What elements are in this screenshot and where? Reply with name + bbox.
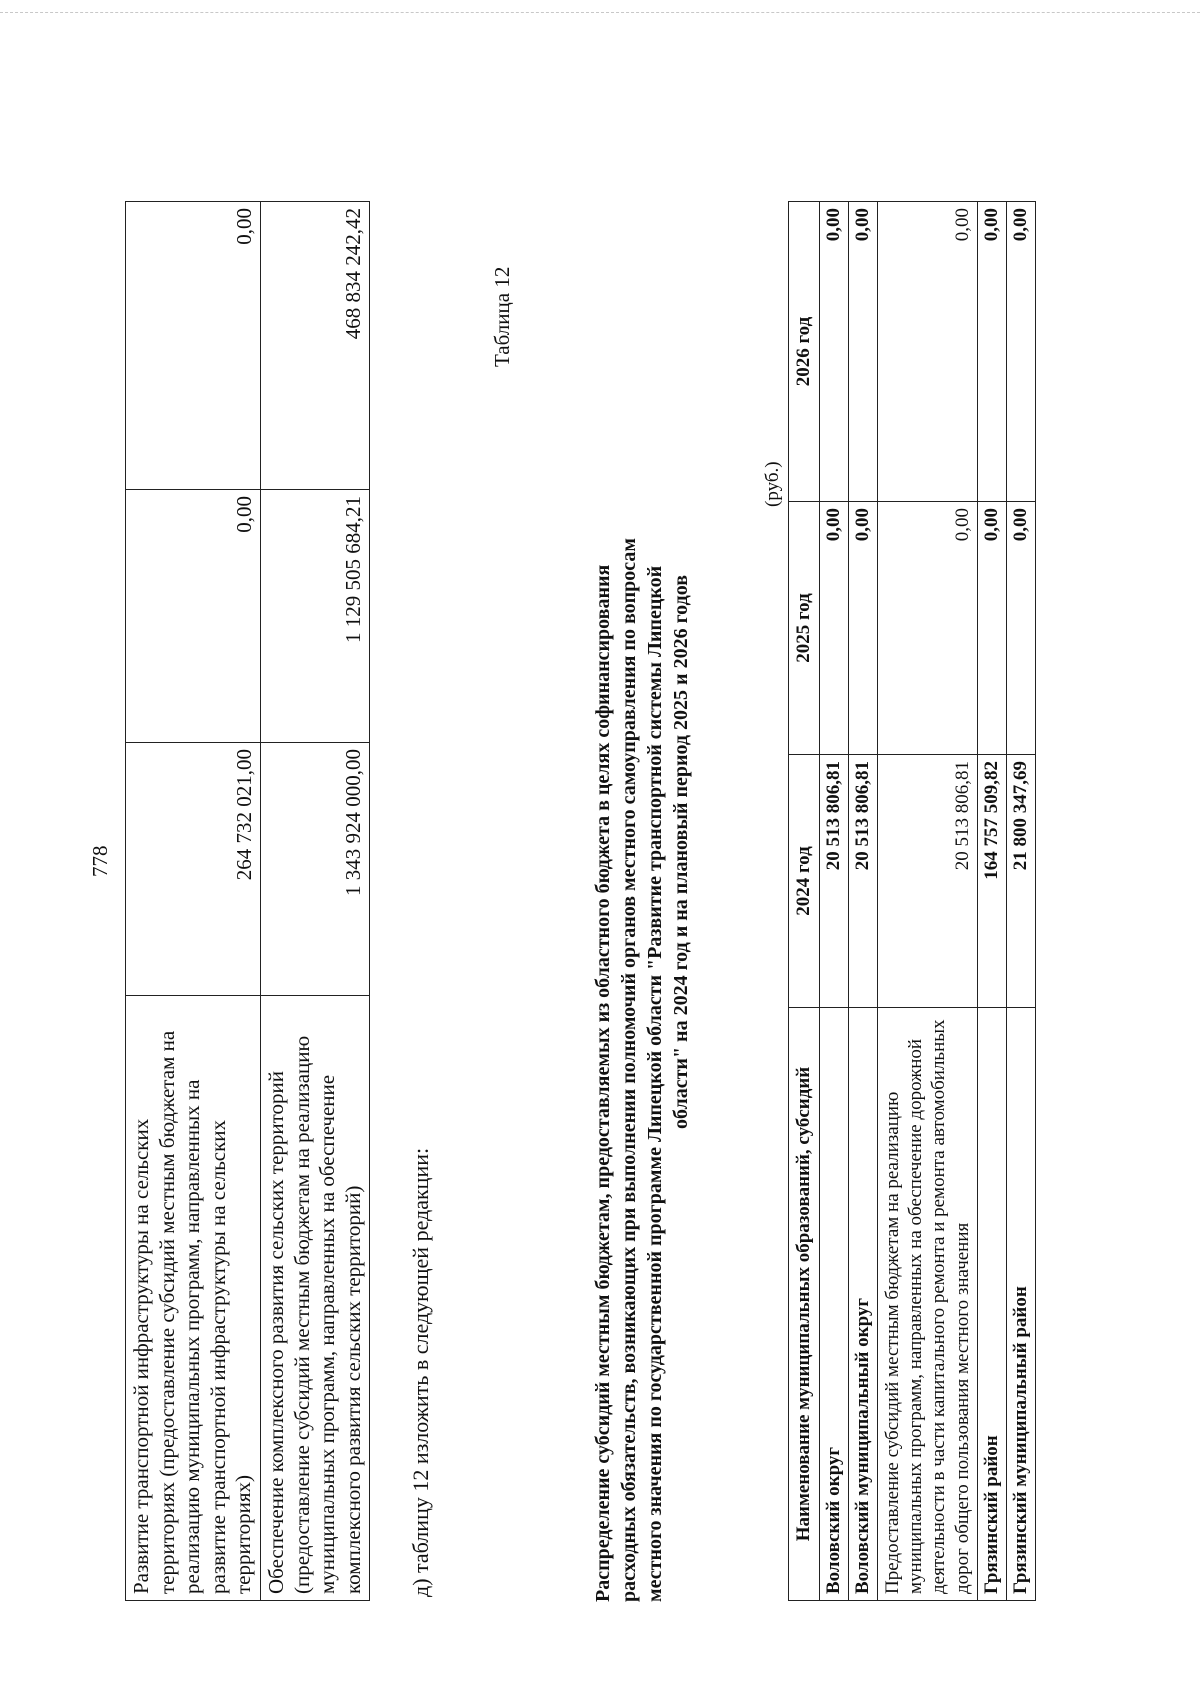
table-cell-name: Грязинский муниципальный район	[1006, 1008, 1035, 1601]
table-cell-2026: 0,00	[1006, 202, 1035, 502]
table-row	[261, 202, 370, 1601]
table-cell-2026: 0,00	[849, 202, 878, 502]
table-cell-2026: 468 834 242,42	[261, 202, 370, 490]
table-cell-2024: 1 343 924 000,00	[261, 743, 370, 996]
main-table	[788, 201, 1036, 1601]
table-cell-2026: 0,00	[820, 202, 849, 502]
table-row	[849, 202, 878, 1601]
header-name: Наименование муниципальных образований, субсидий	[789, 1008, 820, 1601]
table-row	[126, 202, 261, 1601]
table-row	[1006, 202, 1035, 1601]
table-cell-label: Обеспечение комплексного развития сельских территорий (предоставление субсидий местным бюджетам на реализацию муниципальных программ, направленных на обеспечение комплексного развития сельских территорий)	[261, 996, 370, 1601]
title-line: расходных обязательств, возникающих при выполнении полномочий органов местного самоуправления по вопросам	[618, 537, 640, 1602]
table-cell-label: Развитие транспортной инфраструктуры на сельских территориях (предоставление субсидий местным бюджетам на реализацию муниципальных программ, направленных на развитие транспортной инфраструктуры на сельских территориях)	[126, 996, 261, 1601]
continued-table	[125, 201, 370, 1601]
table-cell-2026: 0,00	[977, 202, 1006, 502]
table-cell-2025: 0,00	[1006, 502, 1035, 755]
table-cell-2024: 20 513 806,81	[820, 755, 849, 1008]
table-cell-2024: 20 513 806,81	[878, 755, 978, 1008]
table-row	[820, 202, 849, 1601]
table-number: Таблица 12	[490, 266, 514, 367]
table-cell-2026: 0,00	[878, 202, 978, 502]
table-cell-name: Воловский округ	[820, 1008, 849, 1601]
table-cell-2025: 0,00	[820, 502, 849, 755]
table-cell-2026: 0,00	[126, 202, 261, 490]
table-row	[878, 202, 978, 1601]
table-row	[977, 202, 1006, 1601]
table-cell-2025: 0,00	[126, 490, 261, 743]
title-line: местного значения по государственной программе Липецкой области "Развитие транспортной системы Липецкой	[644, 565, 666, 1602]
header-2024: 2024 год	[789, 755, 820, 1008]
header-2026: 2026 год	[789, 202, 820, 502]
page-number: 778	[88, 845, 112, 877]
title-line: Распределение субсидий местным бюджетам, предоставляемых из областного бюджета в целях софинансирования	[592, 564, 614, 1602]
table-cell-2024: 21 800 347,69	[1006, 755, 1035, 1008]
table-cell-name: Грязинский район	[977, 1008, 1006, 1601]
table-cell-2024: 264 732 021,00	[126, 743, 261, 996]
amendment-text: д) таблицу 12 изложить в следующей редакции:	[408, 1147, 433, 1597]
table-cell-2025: 1 129 505 684,21	[261, 490, 370, 743]
table-title	[590, 102, 694, 1602]
table-cell-2024: 164 757 509,82	[977, 755, 1006, 1008]
title-line: области" на 2024 год и на плановый период 2025 и 2026 годов	[670, 575, 692, 1129]
units-label: (руб.)	[762, 461, 783, 507]
table-cell-2025: 0,00	[878, 502, 978, 755]
header-2025: 2025 год	[789, 502, 820, 755]
table-header-row	[789, 202, 820, 1601]
table-cell-2025: 0,00	[849, 502, 878, 755]
table-cell-2025: 0,00	[977, 502, 1006, 755]
table-cell-name: Предоставление субсидий местным бюджетам на реализацию муниципальных программ, направленных на обеспечение дорожной деятельности в части капитального ремонта и ремонта автомобильных дорог общего пользования местного значения	[878, 1008, 978, 1601]
table-cell-2024: 20 513 806,81	[849, 755, 878, 1008]
table-cell-name: Воловский муниципальный округ	[849, 1008, 878, 1601]
